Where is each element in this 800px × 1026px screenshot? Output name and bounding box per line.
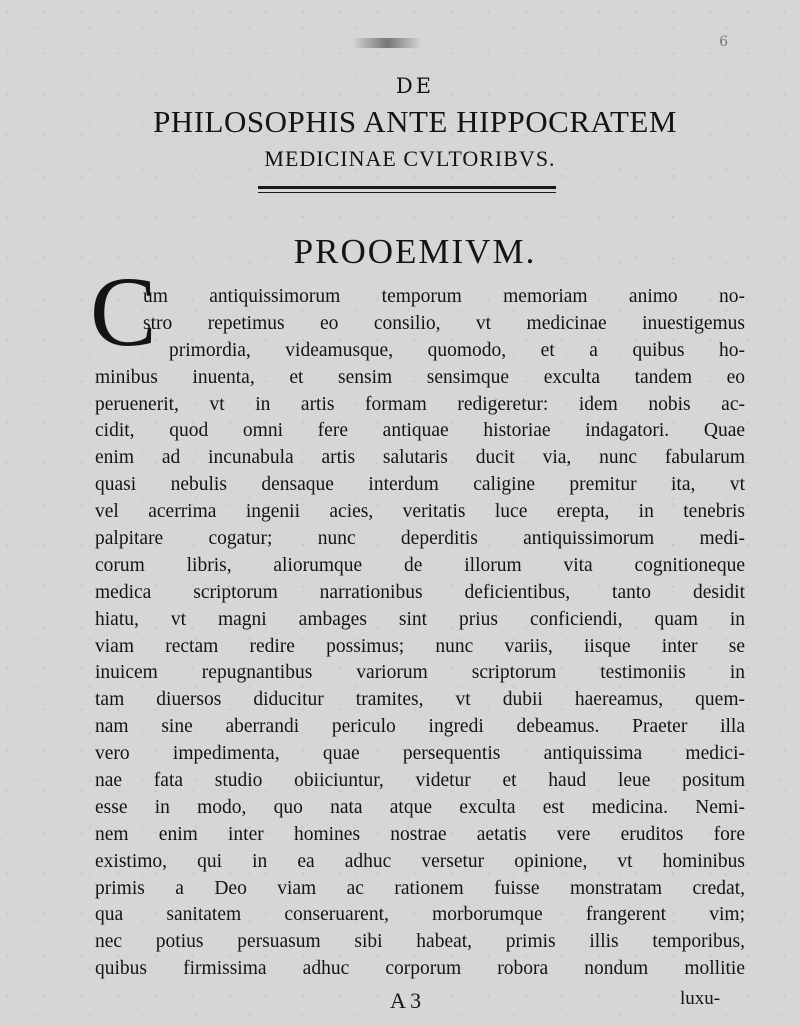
text-line: minibus inuenta, et sensim sensimque exculta tandem eo <box>95 366 745 388</box>
text-line: quibus firmissima adhuc corporum robora nondum mollitie <box>95 958 745 980</box>
text-line: nam sine aberrandi periculo ingredi debeamus. Praeter illa <box>95 716 745 738</box>
text-line: qua sanitatem conseruarent, morborumque frangerent vim; <box>95 904 745 926</box>
signature-mark: A 3 <box>390 988 422 1013</box>
title-de: DE <box>395 74 435 98</box>
drop-cap: C <box>90 256 157 367</box>
header-ornament <box>352 38 422 48</box>
text-line: peruenerit, vt in artis formam redigeretur: idem nobis ac- <box>95 393 745 415</box>
subtitle: MEDICINAE CVLTORIBVS. <box>264 146 556 171</box>
text-line: medica scriptorum narrationibus deficientibus, tanto desidit <box>95 581 745 603</box>
text-line: palpitare cogatur; nunc deperditis antiquissimorum medi- <box>95 528 745 550</box>
text-line: um antiquissimorum temporum memoriam animo no- <box>143 286 745 307</box>
text-line: hiatu, vt magni ambages sint prius conficiendi, quam in <box>95 608 745 630</box>
text-line: nem enim inter homines nostrae aetatis vere eruditos fore <box>95 823 745 845</box>
text-line: vel acerrima ingenii acies, veritatis luce erepta, in tenebris <box>95 501 745 523</box>
body-text <box>95 284 745 983</box>
text-line: vero impedimenta, quae persequentis antiquissima medici- <box>95 743 745 765</box>
title-rule-thick <box>258 186 556 189</box>
text-line: primis a Deo viam ac rationem fuisse monstratam credat, <box>95 877 745 899</box>
text-line: enim ad incunabula artis salutaris ducit via, nunc fabularum <box>95 447 745 469</box>
text-line: quasi nebulis densaque interdum caligine premitur ita, vt <box>95 474 745 496</box>
text-line: existimo, qui in ea adhuc versetur opinione, vt hominibus <box>95 850 745 872</box>
page-corner-number: 6 <box>719 34 728 50</box>
text-line: corum libris, aliorumque de illorum vita cognitioneque <box>95 554 745 576</box>
text-line: inuicem repugnantibus variorum scriptorum testimoniis in <box>95 662 745 684</box>
text-line: tam diuersos diducitur tramites, vt dubii haereamus, quem- <box>95 689 745 711</box>
text-line: cidit, quod omni fere antiquae historiae indagatori. Quae <box>95 420 745 442</box>
text-line: nec potius persuasum sibi habeat, primis illis temporibus, <box>95 931 745 953</box>
text-line: stro repetimus eo consilio, vt medicinae inuestigemus <box>143 312 745 334</box>
section-heading: PROOEMIVM. <box>293 232 537 271</box>
catchword: luxu- <box>680 988 721 1009</box>
text-line: esse in modo, quo nata atque exculta est medicina. Nemi- <box>95 796 745 818</box>
main-title: PHILOSOPHIS ANTE HIPPOCRATEM <box>153 104 677 139</box>
text-line: primordia, videamusque, quomodo, et a quibus ho- <box>169 339 745 361</box>
title-rule-thin <box>258 192 556 193</box>
text-line: nae fata studio obiiciuntur, videtur et haud leue positum <box>95 770 745 792</box>
text-line: viam rectam redire possimus; nunc variis, iisque inter se <box>95 635 745 657</box>
